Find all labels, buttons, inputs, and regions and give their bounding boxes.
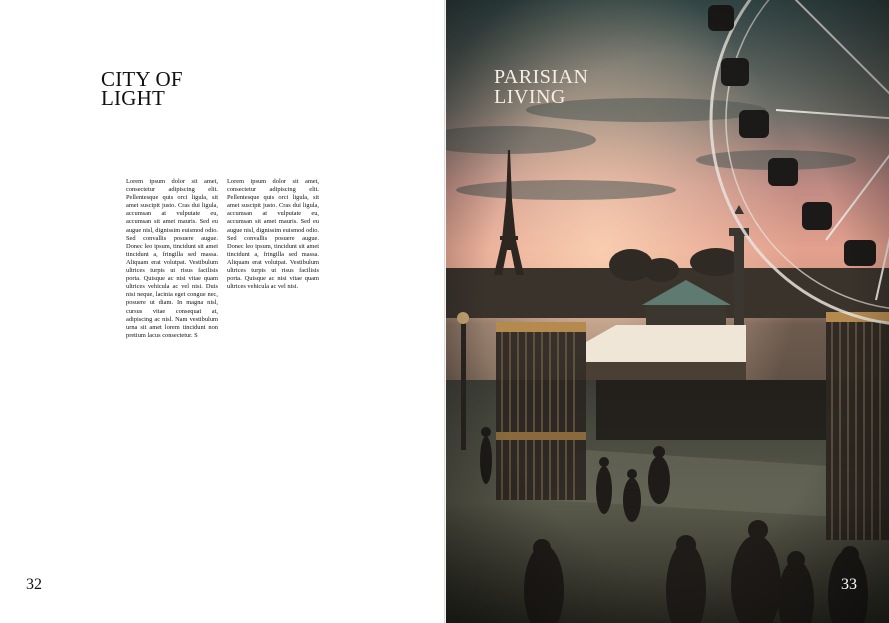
left-title-line1: CITY OF [101,67,183,91]
right-title-line2: LIVING [494,86,566,108]
body-text-column-1: Lorem ipsum dolor sit amet, consectetur adipiscing elit. Pellentesque quis orci ligula, sit amet suscipit justo. Cras dui ligula, accumsan at vulputate eu, accumsan sit amet mauris. Sed eu augue nisl, dignissim euismod odio. Sed convallis posuere augue. Donec leo ipsum, tincidunt sit amet tincidunt a, fringilla sed massa. Aliquam erat volutpat. Vestibulum ultrices turpis ut risus facilisis porta. Quisque ac nisi vitae quam ultrices vehicula ac vel nisi. Duis nisi neque, lacinia eget congue nec, posuere ut diam. In magna nisl, cursus vitae consequat at, adipiscing ac nisl. Nam vestibulum urna sit amet lorem tincidunt non pretium lacus consectetur. S [126,178,218,339]
page-number-left: 32 [26,576,42,593]
page-number-right: 33 [841,576,857,593]
left-title-line2: LIGHT [101,86,165,110]
right-page-title [494,67,588,107]
body-text-column-2: Lorem ipsum dolor sit amet, consectetur adipiscing elit. Pellentesque quis orci ligula, sit amet suscipit justo. Cras dui ligula, accumsan at vulputate eu, accumsan sit amet mauris. Sed eu augue nisl, dignissim euismod odio. Sed convallis posuere augue. Donec leo ipsum, tincidunt sit amet tincidunt a, fringilla sed massa. Aliquam erat volutpat. Vestibulum ultrices turpis ut risus facilisis porta. Quisque ac nisi vitae quam ultrices vehicula ac vel nisi. [227,178,319,291]
right-title-line1: PARISIAN [494,66,589,88]
right-page [446,0,889,623]
left-page-title [101,67,183,110]
